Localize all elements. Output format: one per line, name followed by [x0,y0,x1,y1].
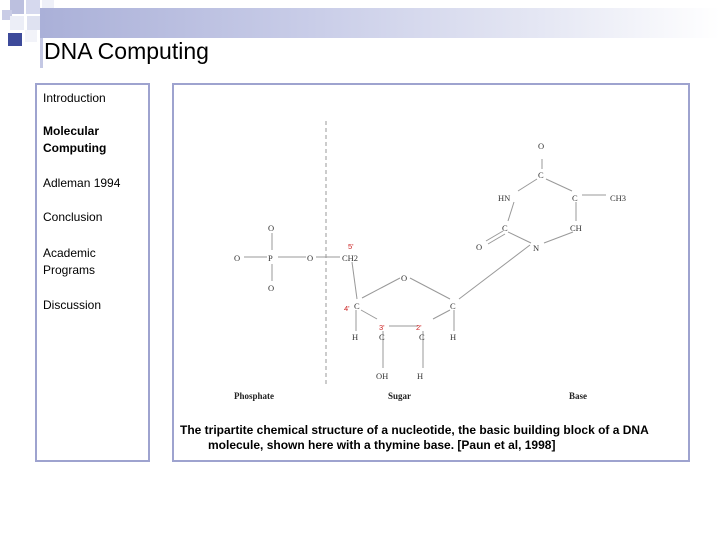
carbon-label-4: 4' [344,304,350,313]
atom-h4: H [352,332,359,342]
atom-o-carbonyl: O [476,242,483,252]
atom-hn: HN [498,193,511,203]
carbon-label-5: 5' [348,242,354,251]
bond-lines [244,121,606,385]
atom-oh: OH [376,371,389,381]
atom-c4: C [354,301,360,311]
atom-o-phos-right: O [307,253,314,263]
slide-title: DNA Computing [44,38,209,64]
atom-n: N [533,243,540,253]
section-label-sugar: Sugar [388,391,412,401]
carbon-label-2: 2' [416,323,422,332]
sidebar-item-conclusion[interactable]: Conclusion [43,210,103,224]
sidebar-item-molecular-computing[interactable]: Molecular Computing [43,124,107,155]
sidebar-item-discussion[interactable]: Discussion [43,298,102,312]
nucleotide-diagram [174,85,688,420]
figure-panel [172,83,690,462]
atom-o-phos-left: O [234,253,241,263]
atom-c3: C [379,332,385,342]
title-bar [40,8,720,38]
atom-ch2: CH2 [342,253,359,263]
caption-line-2: molecule, shown here with a thymine base. [Paun et al, 1998] [208,438,556,452]
atom-p: P [268,253,273,263]
atom-c-carbonyl: C [502,223,508,233]
atom-o-ring: O [401,273,408,283]
section-label-base: Base [569,391,587,401]
atom-c1: C [450,301,456,311]
sidebar-nav [35,83,150,462]
title-divider [40,38,43,68]
carbon-label-3: 3' [379,323,385,332]
atom-h2: H [417,371,424,381]
atom-ch3: CH3 [610,193,627,203]
atom-o-phos-top: O [268,223,275,233]
caption-line-1: The tripartite chemical structure of a nucleotide, the basic building block of a DNA [180,423,649,437]
atom-o-top: O [538,141,545,151]
sidebar-item-academic-programs[interactable]: Academic Programs [43,246,96,277]
atom-ch: CH [570,223,582,233]
atom-c-ring-top: C [538,170,544,180]
atom-c2: C [419,332,425,342]
section-label-phosphate: Phosphate [234,391,275,401]
sidebar-item-adleman-1994[interactable]: Adleman 1994 [43,176,121,190]
atom-c-methyl: C [572,193,578,203]
atom-o-phos-bottom: O [268,283,275,293]
figure-caption [180,423,680,453]
sidebar-item-introduction[interactable]: Introduction [43,91,106,105]
atom-h1: H [450,332,457,342]
